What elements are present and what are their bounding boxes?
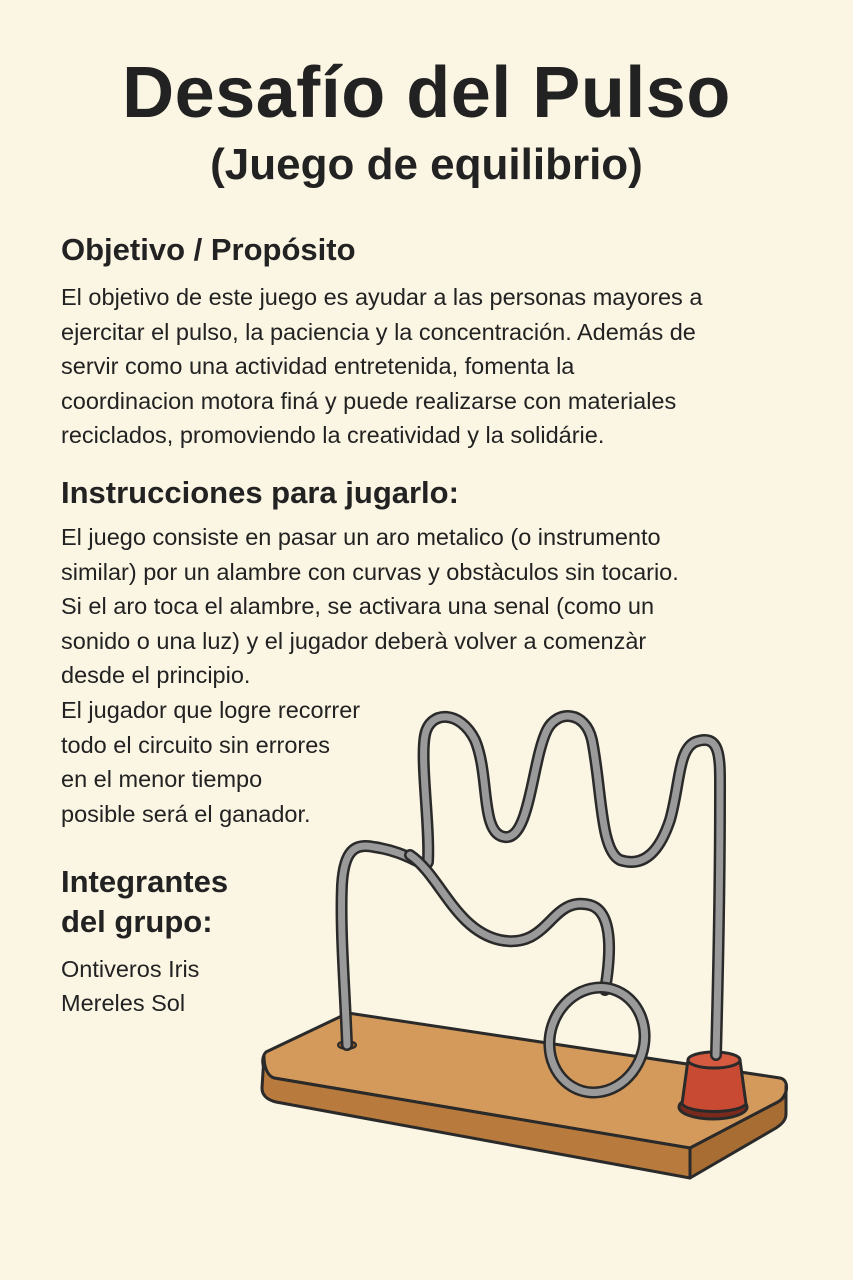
instructions-line: El juego consiste en pasar un aro metalico (o instrumento [61,524,661,550]
objective-line: reciclados, promoviendo la creatividad y la solidárie. [61,422,605,448]
wire-loop-game-icon [250,700,810,1220]
team-heading-line: del grupo: [61,904,213,939]
team-member: Ontiveros Iris [61,956,200,982]
wire-outline [342,716,720,1055]
instructions-line: desde el principio. [61,662,251,688]
instructions-paragraph [61,520,821,693]
winner-line: posible será el ganador. [61,800,311,827]
wire-branch-outline [410,855,609,990]
winner-line: El jugador que logre recorrer [61,697,361,723]
instructions-line: Si el aro toca el alambre, se activara una senal (como un [61,593,655,619]
team-member: Mereles Sol [61,990,186,1016]
winner-line: todo el circuito sin errores [61,731,331,758]
objective-line: servir como una actividad entretenida, fomenta la [61,353,575,379]
team-members [61,952,199,1020]
instructions-line: similar) por un alambre con curvas y obstàculos sin tocario. [61,558,679,585]
page-subtitle: (Juego de equilibrio) [210,140,643,189]
instructions-heading: Instrucciones para jugarlo: [61,475,459,510]
wire-branch [410,855,609,990]
objective-line: El objetivo de este juego es ayudar a las personas mayores a [61,284,703,310]
winner-line: en el menor tiempo [61,766,263,792]
objective-line: coordinacion motora finá y puede realizarse con materiales [61,387,677,414]
objective-paragraph [61,280,821,453]
page-title: Desafío del Pulso [122,53,731,133]
objective-line: ejercitar el pulso, la paciencia y la concentración. Además de [61,318,696,345]
instructions-line: sonido o una luz) y el jugador deberà volver a comenzàr [61,627,647,654]
objective-heading: Objetivo / Propósito [61,232,356,267]
team-heading-line: Integrantes [61,864,229,899]
